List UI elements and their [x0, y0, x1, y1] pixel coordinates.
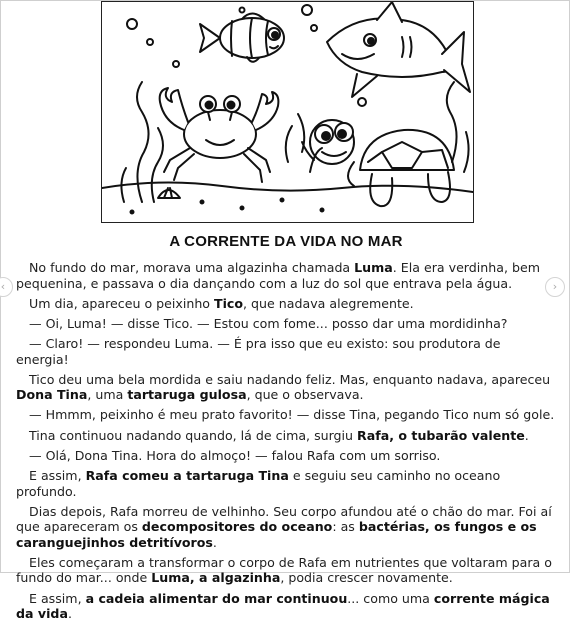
story-paragraph — [16, 260, 556, 291]
text-run: , podia crescer novamente. — [280, 570, 453, 586]
illustration-drawing — [102, 2, 473, 222]
story-paragraph — [16, 316, 556, 332]
sea-animals-illustration — [101, 1, 474, 223]
story-paragraph — [16, 407, 556, 423]
next-page-button[interactable]: › — [545, 277, 565, 297]
story-body — [16, 260, 556, 626]
story-paragraph — [16, 336, 556, 367]
story-paragraph — [16, 372, 556, 403]
bold-text: Luma — [354, 260, 393, 275]
text-run: — Olá, Dona Tina. Hora do almoço! — falou Rafa com um sorriso. — [29, 447, 441, 463]
text-run: — Claro! — respondeu Luma. — É pra isso que eu existo: sou produtora de energia! — [16, 336, 501, 367]
text-run: Eles começaram a transformar o corpo de Rafa em nutrientes que voltaram para o fundo do mar... onde — [16, 554, 552, 586]
bold-text: Luma, a algazinha — [151, 570, 281, 586]
story-paragraph — [16, 504, 556, 551]
clownfish-icon — [200, 14, 284, 62]
bold-text: Tico — [214, 295, 244, 311]
crab-icon — [160, 88, 279, 182]
turtle-icon — [310, 120, 454, 206]
text-run: . — [67, 606, 72, 622]
bold-text: bactérias, os fungos e os caranguejinhos detritívoros — [16, 519, 537, 550]
story-title: A CORRENTE DA VIDA NO MAR — [169, 233, 403, 250]
story-paragraph — [16, 591, 556, 622]
shark-icon — [327, 2, 470, 97]
text-run: . Ela era verdinha, bem pequenina, e passava o dia dançando com a luz do sol que entrava pela água. — [16, 260, 540, 291]
bold-text: a cadeia alimentar do mar continuou — [85, 590, 348, 606]
story-paragraph — [16, 448, 556, 464]
text-run: . — [212, 534, 217, 550]
text-run: E assim, — [29, 468, 86, 483]
text-run: , que nadava alegremente. — [243, 295, 414, 311]
bold-text: Rafa, o tubarão valente — [357, 427, 525, 443]
prev-page-button[interactable]: ‹ — [0, 277, 13, 297]
text-run: , uma — [87, 387, 128, 403]
bubble-icon — [127, 19, 137, 29]
shell-icon — [158, 190, 180, 198]
sand-line — [102, 182, 473, 192]
text-run: Dias depois, Rafa morreu de velhinho. Seu corpo afundou até o chão do mar. Foi aí que apareceram os — [16, 503, 552, 535]
text-run: : as — [332, 519, 359, 535]
text-run: Tico deu uma bela mordida e saiu nadando feliz. Mas, enquanto nadava, apareceu — [29, 371, 551, 387]
text-run: , que o observava. — [246, 387, 364, 403]
story-paragraph — [16, 428, 556, 444]
text-run: — Hmmm, peixinho é meu prato favorito! — disse Tina, pegando Tico num só gole. — [29, 407, 555, 423]
text-run: E assim, — [29, 590, 86, 606]
bold-text: Rafa comeu a tartaruga Tina — [85, 468, 289, 483]
text-run: . — [524, 427, 529, 443]
text-run: No fundo do mar, morava uma algazinha chamada — [29, 260, 355, 275]
bold-text: corrente mágica da vida — [16, 590, 550, 622]
story-paragraph — [16, 296, 556, 312]
text-run: — Oi, Luma! — disse Tico. — Estou com fome... posso dar uma mordidinha? — [29, 315, 508, 331]
text-run: e seguiu seu caminho no oceano profundo. — [16, 468, 501, 499]
text-run: Um dia, apareceu o peixinho — [29, 295, 215, 311]
story-paragraph — [16, 555, 556, 586]
bold-text: decompositores do oceano — [141, 519, 333, 535]
text-run: ... como uma — [347, 590, 434, 606]
bold-text: tartaruga gulosa — [127, 387, 247, 403]
text-run: Tina continuou nadando quando, lá de cima, surgiu — [29, 427, 358, 443]
story-paragraph — [16, 468, 556, 499]
bold-text: Dona Tina — [16, 387, 88, 403]
